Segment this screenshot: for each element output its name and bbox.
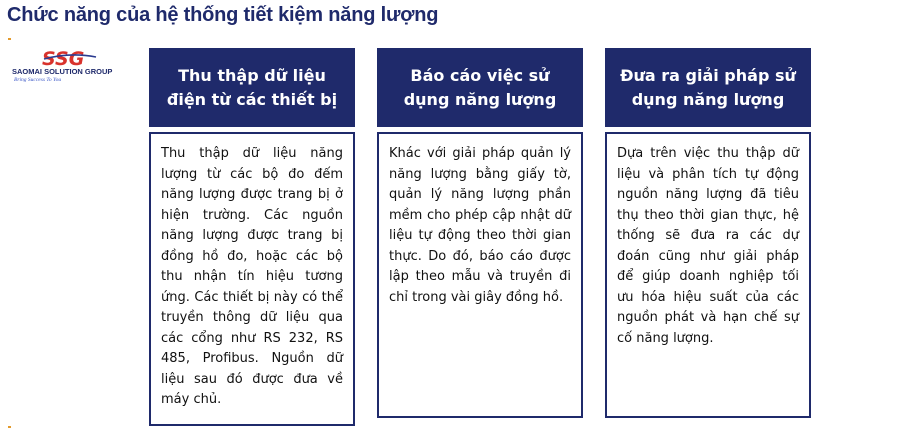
logo-mark-letter: SSG xyxy=(42,48,85,68)
feature-description-box xyxy=(377,132,583,418)
feature-heading: Đưa ra giải pháp sử dụng năng lượng xyxy=(620,65,796,109)
page-title: Chức năng của hệ thống tiết kiệm năng lượng xyxy=(7,4,439,26)
logo-tagline: Bring Success To You xyxy=(14,77,62,83)
decorative-dot xyxy=(8,38,11,40)
feature-heading-box xyxy=(605,48,811,127)
feature-description: Thu thập dữ liệu năng lượng từ các bộ đo đếm năng lượng được trang bị ở hiện trường. Các nguồn năng lượng được trang bị đồng hồ đo, hoặc các bộ thu nhận tín hiệu tương ứng. Các thiết bị này có thể truyền thông dữ liệu qua các cổng như RS 232, RS 485, Profibus. Nguồn dữ liệu sau đó được đưa về máy chủ. xyxy=(161,146,343,407)
feature-heading-box xyxy=(149,48,355,127)
logo-name: SAOMAI SOLUTION GROUP xyxy=(12,67,113,76)
feature-description-box xyxy=(149,132,355,426)
feature-description: Dựa trên việc thu thập dữ liệu và phân tích tự động nguồn năng lượng đã tiêu thụ theo thời gian thực, hệ thống sẽ đưa ra các dự đoán cũng như giải pháp để giúp doanh nghiệp tối ưu hóa hiệu suất của các nguồn phát và hạn chế sự cố năng lượng. xyxy=(617,146,799,346)
feature-description: Khác với giải pháp quản lý năng lượng bằng giấy tờ, quản lý năng lượng phần mềm cho phép cập nhật dữ liệu tự động theo thời gian thực. Do đó, báo cáo được lập theo mẫu và truyền đi chỉ trong vài giây đồng hồ. xyxy=(389,146,571,305)
feature-heading-box xyxy=(377,48,583,127)
feature-heading: Báo cáo việc sử dụng năng lượng xyxy=(403,65,557,109)
decorative-dot xyxy=(8,426,11,428)
logo-mark-icon xyxy=(42,48,98,68)
company-logo xyxy=(12,48,112,94)
feature-heading: Thu thập dữ liệu điện từ các thiết bị xyxy=(166,65,338,109)
feature-description-box xyxy=(605,132,811,418)
